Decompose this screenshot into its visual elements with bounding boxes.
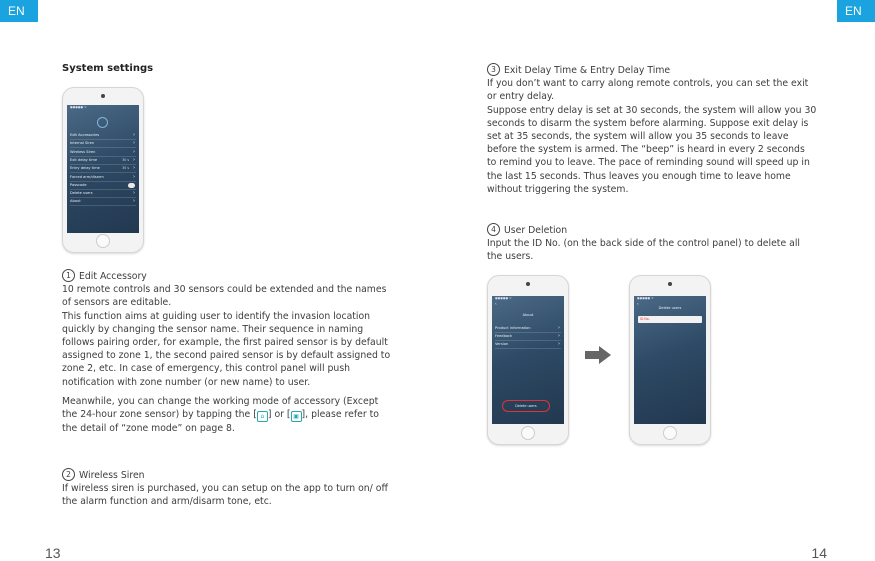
paragraph: Input the ID No. (on the back side of the control panel) to delete all the users. (487, 238, 800, 263)
chevron-right-icon: › (133, 173, 135, 180)
menu-item (70, 174, 136, 182)
menu-item (70, 190, 136, 198)
paragraph: Suppose entry delay is set at 30 seconds, the system will allow you 30 seconds to disarm the system before alarming. Suppose exit delay is set at 35 seconds, the system will allow you 35 seconds to leave before the system is armed. The “beep” is heard in every 2 seconds to remind you to leave. The pace of reminding sound will speed up in the last 15 seconds. Thus leaves you enough time to leave home without triggering the system. (487, 104, 817, 195)
language-tag-right: EN (837, 0, 875, 22)
section-delay-time (487, 63, 817, 196)
phone-mockup-delete-users (629, 275, 711, 445)
menu-label: Entry delay time (70, 166, 100, 171)
id-input: ID No. (638, 316, 702, 323)
menu-item (70, 182, 136, 190)
section-wireless-siren (62, 468, 392, 509)
subheading-text: User Deletion (504, 225, 568, 236)
chevron-right-icon: › (133, 198, 135, 205)
home-button (96, 234, 110, 248)
paragraph: If wireless siren is purchased, you can setup on the app to turn on/ off the alarm function and arm/disarm tone, etc. (62, 483, 388, 508)
menu-label: Edit Accessories (70, 133, 100, 137)
zone-mode-alt-icon: ▣ (291, 411, 302, 422)
paragraph: If you don’t want to carry along remote controls, you can set the exit or entry delay. (487, 78, 809, 103)
section-edit-accessory (62, 269, 392, 435)
home-button (663, 426, 677, 440)
chevron-right-icon: › (133, 190, 135, 197)
menu-item (70, 165, 136, 173)
menu-item (495, 341, 561, 349)
text: ] or [ (267, 409, 291, 421)
circle-number: 1 (62, 269, 75, 282)
chevron-right-icon: › (558, 325, 560, 331)
phone-mockup-about (487, 275, 569, 445)
menu-label: Feedback (495, 334, 513, 338)
menu-label: About (70, 199, 81, 204)
menu-label: Delete users (70, 191, 93, 196)
phone-screen (67, 105, 139, 233)
screen-title: Delete users (658, 306, 682, 310)
menu-item (70, 140, 136, 148)
menu-item (70, 132, 136, 140)
back-icon: ‹ (495, 301, 497, 306)
zone-mode-icon: ⌂ (257, 411, 268, 422)
arrow-right-icon (585, 346, 611, 364)
menu-label: Internal Siren (70, 141, 95, 146)
paragraph-zone-mode (62, 395, 392, 435)
phone-screen (492, 296, 564, 424)
text: ], please refer to the detail of “zone mode” on page 8. (62, 409, 379, 435)
menu-item (70, 157, 136, 165)
menu-label: Product information (495, 326, 531, 330)
menu-value: 30 s (122, 166, 129, 171)
menu-label: Wireless Siren (70, 149, 96, 154)
phone-speaker (101, 94, 105, 98)
subheading-user-deletion (487, 223, 817, 237)
text: Meanwhile, you can change the working mode of accessory (Except the 24-hour zone sensor) by tapping the [ (62, 395, 379, 421)
menu-label: Passcode (70, 182, 87, 187)
section-heading: System settings (62, 63, 154, 74)
menu-label: Version (495, 342, 509, 346)
menu-label: Exit delay time (70, 157, 98, 162)
menu-label: Forced arm/disarm (70, 174, 104, 179)
menu-item (495, 325, 561, 333)
page-number-left: 13 (45, 545, 61, 561)
phone-mockup-settings (62, 87, 144, 253)
language-tag-left: EN (0, 0, 38, 22)
screen-title: About (522, 313, 534, 317)
toggle-switch (128, 183, 135, 188)
chevron-right-icon: › (133, 165, 135, 172)
menu-item (495, 333, 561, 341)
subheading-text: Edit Accessory (79, 271, 147, 282)
paragraph: This function aims at guiding user to identify the invasion location quickly by changing the sensor name. Their sequence in naming follows pairing order, for example, the first paired sensor is by default assigned to zone 1, the second paired sensor is by default assigned to zone 2, etc. In case of emergency, this control panel will push notification with zone number (or new name) to user. (62, 310, 391, 388)
chevron-right-icon: › (133, 140, 135, 147)
circle-number: 2 (62, 468, 75, 481)
menu-item (70, 198, 136, 206)
chevron-right-icon: › (133, 148, 135, 155)
subheading-text: Exit Delay Time & Entry Delay Time (504, 65, 671, 76)
circle-number: 3 (487, 63, 500, 76)
circle-number: 4 (487, 223, 500, 236)
subheading-edit-accessory (62, 269, 392, 283)
paragraph: 10 remote controls and 30 sensors could be extended and the names of sensors are editable. (62, 284, 387, 309)
subheading-text: Wireless Siren (79, 470, 145, 481)
subheading-delay (487, 63, 817, 77)
phone-screen (634, 296, 706, 424)
back-icon: ‹ (637, 301, 639, 306)
page-number-right: 14 (811, 545, 827, 561)
menu-value: 30 s (122, 157, 129, 162)
power-icon (97, 117, 108, 128)
chevron-right-icon: › (558, 341, 560, 347)
status-bar: ●●●●● ᯤ (637, 296, 654, 300)
delete-users-button: Delete users (502, 400, 550, 412)
chevron-right-icon: › (133, 156, 135, 163)
left-column (62, 62, 392, 75)
chevron-right-icon: › (558, 333, 560, 339)
phone-speaker (526, 282, 530, 286)
chevron-right-icon: › (133, 132, 135, 138)
status-bar: ●●●●● ᯤ (70, 105, 87, 109)
menu-item (70, 149, 136, 157)
subheading-wireless-siren (62, 468, 392, 482)
phone-speaker (668, 282, 672, 286)
home-button (521, 426, 535, 440)
status-bar: ●●●●● ᯤ (495, 296, 512, 300)
section-user-deletion (487, 223, 817, 264)
